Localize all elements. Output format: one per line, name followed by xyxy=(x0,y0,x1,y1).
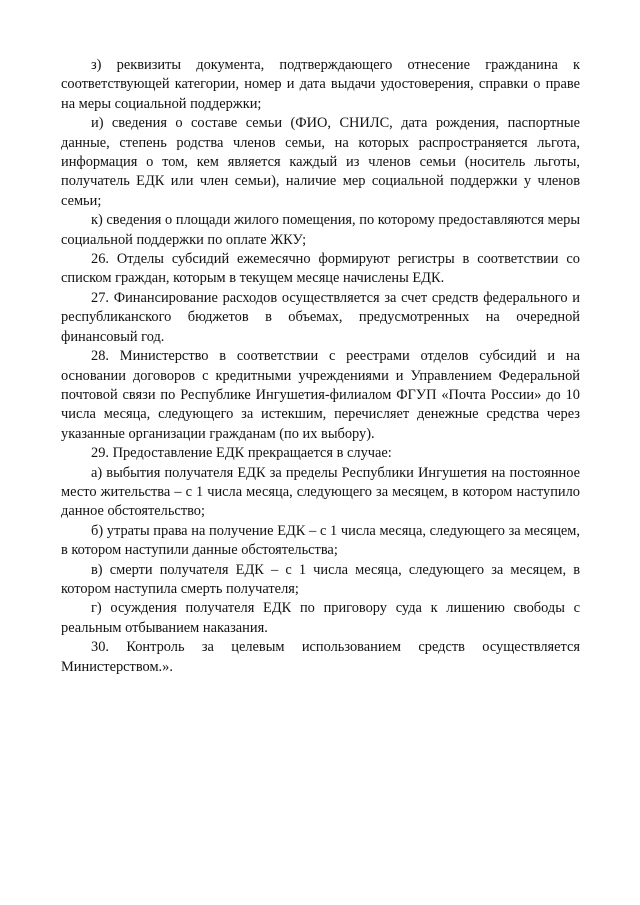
paragraph-29-termination: 29. Предоставление ЕДК прекращается в случае: xyxy=(91,445,392,462)
paragraph-29a-departure: а) выбытия получателя ЕДК за пределы Республики Ингушетия на постоянное место жительства – с 1 числа месяца, следующего за месяцем, в котором наступило данное обстоятельство; xyxy=(61,464,580,520)
paragraph-z-document-details: з) реквизиты документа, подтверждающего отнесение гражданина к соответствующей категории, номер и дата выдачи удостоверения, справки о праве на меры социальной поддержки; xyxy=(61,57,580,112)
paragraph-k-living-area: к) сведения о площади жилого помещения, по которому предоставляются меры социальной поддержки по оплате ЖКУ; xyxy=(61,212,580,248)
paragraph-29g-conviction: г) осуждения получателя ЕДК по приговору суда к лишению свободы с реальным отбыванием наказания. xyxy=(61,600,580,636)
paragraph-29b-loss-of-right: б) утраты права на получение ЕДК – с 1 числа месяца, следующего за месяцем, в котором наступили данные обстоятельства; xyxy=(61,522,580,559)
document-page xyxy=(61,56,580,677)
paragraph-27-financing: 27. Финансирование расходов осуществляется за счет средств федерального и республиканского бюджетов в объемах, предусмотренных на очередной финансовый год. xyxy=(61,289,580,345)
paragraph-29v-death: в) смерти получателя ЕДК – с 1 числа месяца, следующего за месяцем, в котором наступила смерть получателя; xyxy=(61,561,580,597)
paragraph-28-ministry-transfers: 28. Министерство в соответствии с реестрами отделов субсидий и на основании договоров с кредитными учреждениями и Управлением Федеральной почтовой связи по Республике Ингушетия-филиалом ФГУП «Почта России» до 10 числа месяца, следующего за истекшим, перечисляет денежные средства через указанные организации гражданам (по их выбору). xyxy=(61,348,580,442)
paragraph-26-registers: 26. Отделы субсидий ежемесячно формируют регистры в соответствии со списком граждан, которым в текущем месяце начислены ЕДК. xyxy=(61,251,580,287)
paragraph-i-family-composition: и) сведения о составе семьи (ФИО, СНИЛС, дата рождения, паспортные данные, степень родства членов семьи, на которых распространяется льгота, информация о том, кем является каждый из членов семьи (носитель льготы, получатель ЕДК или член семьи), наличие мер социальной поддержки у членов семьи; xyxy=(61,115,580,209)
paragraph-30-control: 30. Контроль за целевым использованием средств осуществляется Министерством.». xyxy=(61,639,580,675)
